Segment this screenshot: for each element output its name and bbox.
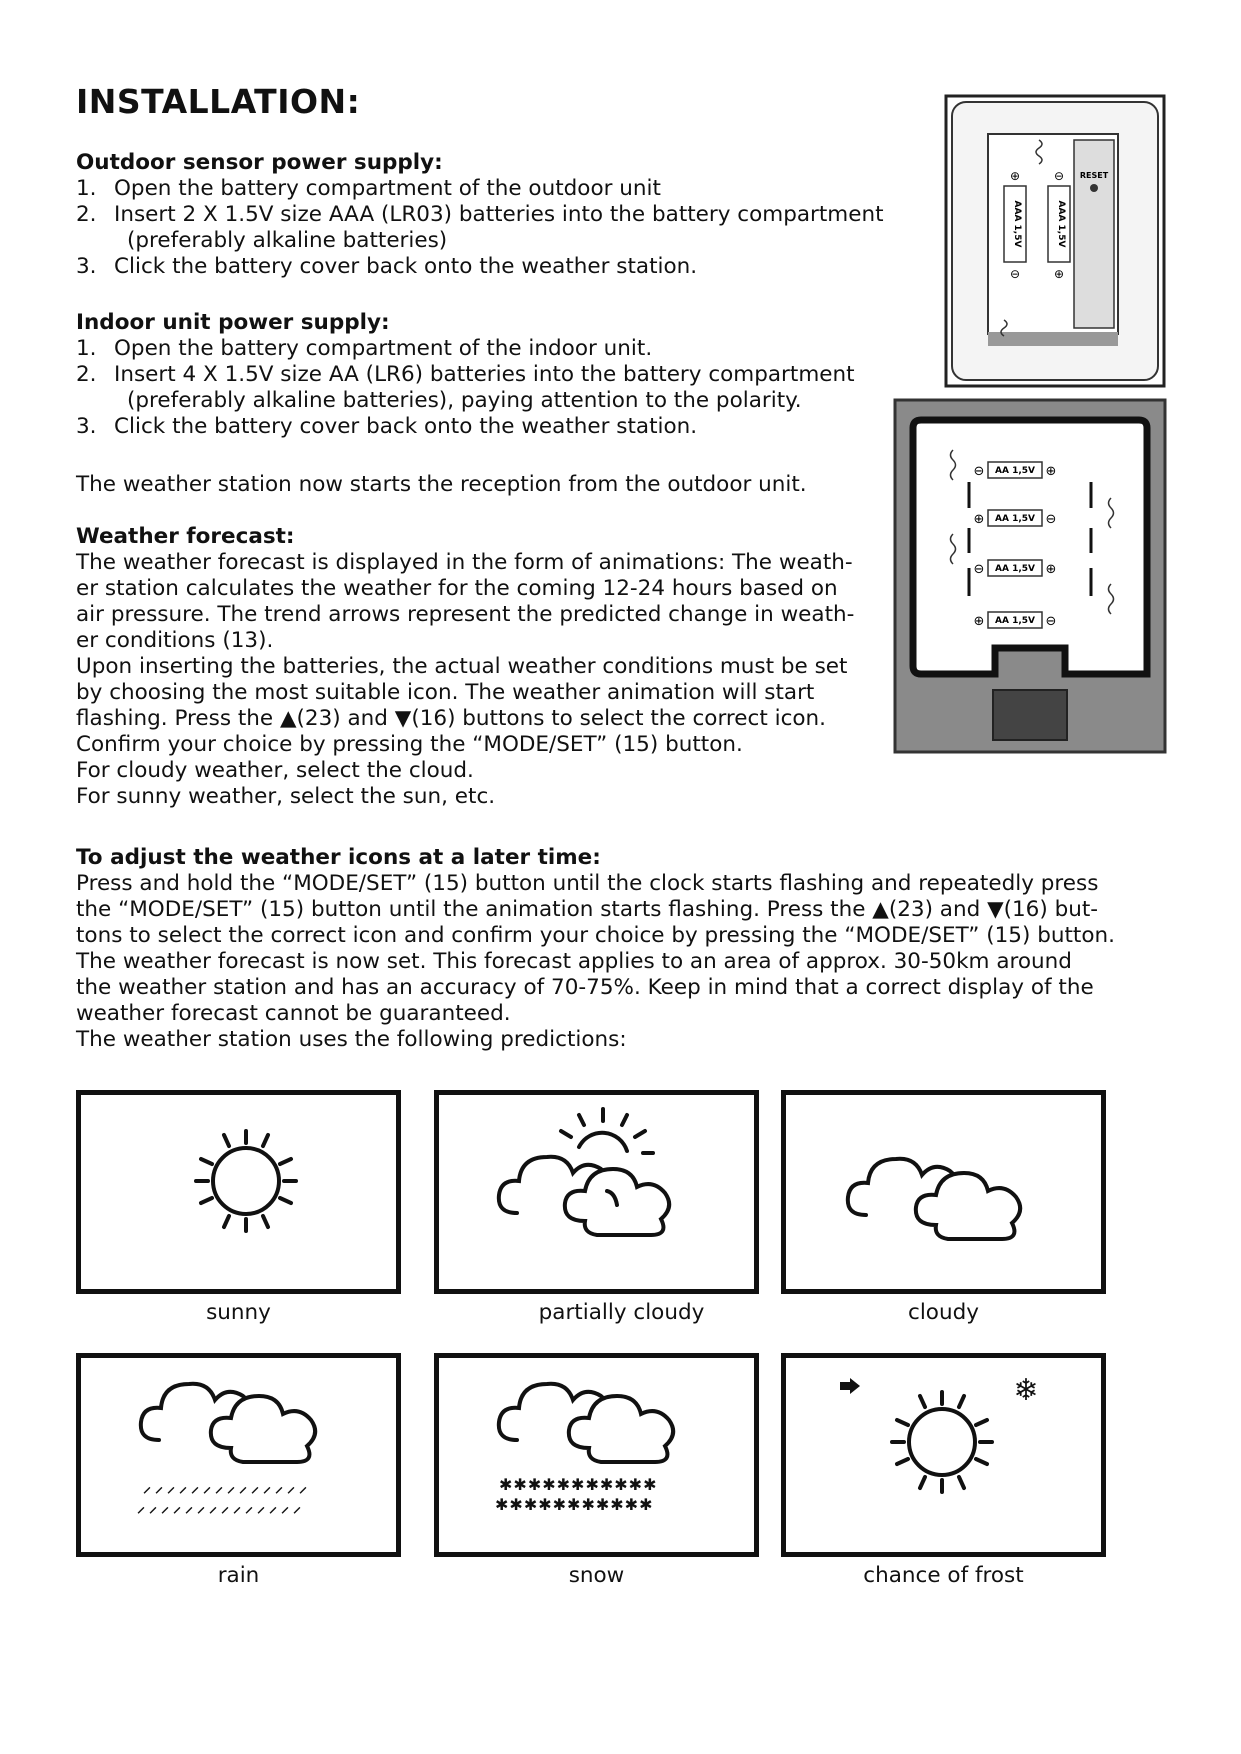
svg-text:✱✱✱✱✱✱✱✱✱✱✱: ✱✱✱✱✱✱✱✱✱✱✱ xyxy=(499,1475,658,1494)
outdoor-heading: Outdoor sensor power supply: xyxy=(76,150,443,175)
outdoor-battery-figure xyxy=(944,94,1166,390)
forecast-heading: Weather forecast: xyxy=(76,524,295,549)
snowflake-icon: ❄ xyxy=(1013,1373,1039,1408)
aaa-battery-label: AAA 1,5V xyxy=(1012,200,1022,248)
outdoor-step: 1. Open the battery compartment of the outdoor unit xyxy=(76,176,661,201)
weather-icon-box-chance-of-frost xyxy=(781,1353,1106,1557)
forecast-section xyxy=(76,524,896,810)
cloud-icon xyxy=(786,1095,1101,1289)
adjust-line: weather forecast cannot be guaranteed. xyxy=(76,1001,511,1026)
outdoor-step: 3. Click the battery cover back onto the weather station. xyxy=(76,254,698,279)
icon-caption: cloudy xyxy=(908,1300,979,1325)
forecast-line: For cloudy weather, select the cloud. xyxy=(76,758,474,783)
indoor-step: 2. Insert 4 X 1.5V size AA (LR6) batteries into the battery compartment xyxy=(76,362,855,387)
aa-battery-label: AA 1,5V xyxy=(995,466,1035,476)
indoor-heading: Indoor unit power supply: xyxy=(76,310,390,335)
trend-arrow-icon xyxy=(840,1378,860,1394)
weather-icon-box-snow xyxy=(434,1353,759,1557)
reset-button xyxy=(1090,184,1098,192)
icon-caption: snow xyxy=(568,1563,625,1588)
page-title: INSTALLATION: xyxy=(76,82,361,121)
plus-icon: ⊕ xyxy=(973,512,985,527)
partly-cloudy-icon xyxy=(439,1095,754,1289)
indoor-section xyxy=(76,310,855,440)
plus-icon: ⊕ xyxy=(1009,169,1021,183)
minus-icon: ⊖ xyxy=(1053,169,1065,183)
aaa-battery-label: AAA 1,5V xyxy=(1056,200,1066,248)
svg-text:⸝⸝⸝⸝⸝⸝⸝⸝⸝⸝⸝⸝⸝⸝: ⸝⸝⸝⸝⸝⸝⸝⸝⸝⸝⸝⸝⸝⸝ xyxy=(143,1477,312,1496)
adjust-line: The weather forecast is now set. This forecast applies to an area of approx. 30-50km around xyxy=(76,949,1072,974)
minus-icon: ⊖ xyxy=(973,562,985,577)
adjust-line: tons to select the correct icon and confirm your choice by pressing the “MODE/SET” (15) button. xyxy=(76,923,1115,948)
plus-icon: ⊕ xyxy=(973,614,985,629)
icon-caption: partially cloudy xyxy=(538,1300,705,1325)
forecast-line: by choosing the most suitable icon. The weather animation will start xyxy=(76,680,815,705)
sun-icon xyxy=(81,1095,396,1289)
sun-icon xyxy=(892,1392,992,1492)
weather-icon-box-sunny xyxy=(76,1090,401,1294)
minus-icon: ⊖ xyxy=(1045,614,1057,629)
forecast-line: For sunny weather, select the sun, etc. xyxy=(76,784,496,809)
adjust-line: the weather station and has an accuracy of 70-75%. Keep in mind that a correct display of the xyxy=(76,975,1094,1000)
adjust-heading: To adjust the weather icons at a later time: xyxy=(76,845,601,870)
plus-icon: ⊕ xyxy=(1045,464,1057,479)
outdoor-section xyxy=(76,150,884,280)
forecast-line: flashing. Press the ▲(23) and ▼(16) buttons to select the correct icon. xyxy=(76,706,827,731)
plus-icon: ⊕ xyxy=(1053,267,1065,281)
forecast-line: er station calculates the weather for the coming 12-24 hours based on xyxy=(76,576,838,601)
rain-icon xyxy=(81,1358,396,1552)
minus-icon: ⊖ xyxy=(1009,267,1021,281)
adjust-section xyxy=(76,845,1181,1053)
indoor-step: 3. Click the battery cover back onto the weather station. xyxy=(76,414,698,439)
weather-icon-box-rain xyxy=(76,1353,401,1557)
icon-caption: sunny xyxy=(206,1300,271,1325)
minus-icon: ⊖ xyxy=(1045,512,1057,527)
aa-battery-label: AA 1,5V xyxy=(995,564,1035,574)
adjust-line: The weather station uses the following predictions: xyxy=(76,1027,627,1052)
snow-icon xyxy=(439,1358,754,1552)
indoor-step: 1. Open the battery compartment of the indoor unit. xyxy=(76,336,653,361)
aa-battery-label: AA 1,5V xyxy=(995,514,1035,524)
outdoor-step: 2. Insert 2 X 1.5V size AAA (LR03) batteries into the battery compartment xyxy=(76,202,884,227)
forecast-line: Upon inserting the batteries, the actual weather conditions must be set xyxy=(76,654,848,679)
adjust-line: the “MODE/SET” (15) button until the animation starts flashing. Press the ▲(23) and ▼(16) but- xyxy=(76,897,1099,922)
weather-icon-box-cloudy xyxy=(781,1090,1106,1294)
icon-caption: chance of frost xyxy=(863,1563,1024,1588)
forecast-line: er conditions (13). xyxy=(76,628,274,653)
indoor-step-continuation: (preferably alkaline batteries), paying attention to the polarity. xyxy=(127,388,802,413)
outdoor-step-continuation: (preferably alkaline batteries) xyxy=(127,228,448,253)
indoor-battery-figure xyxy=(893,398,1167,758)
forecast-line: The weather forecast is displayed in the form of animations: The weath- xyxy=(76,550,853,575)
icon-caption: rain xyxy=(217,1563,260,1588)
weather-icon-box-partially-cloudy xyxy=(434,1090,759,1294)
frost-icon xyxy=(786,1358,1101,1552)
svg-text:✱✱✱✱✱✱✱✱✱✱✱: ✱✱✱✱✱✱✱✱✱✱✱ xyxy=(495,1495,654,1514)
plus-icon: ⊕ xyxy=(1045,562,1057,577)
svg-text:⸝⸝⸝⸝⸝⸝⸝⸝⸝⸝⸝⸝⸝⸝: ⸝⸝⸝⸝⸝⸝⸝⸝⸝⸝⸝⸝⸝⸝ xyxy=(137,1497,306,1516)
reset-label: RESET xyxy=(1079,171,1109,180)
forecast-line: Confirm your choice by pressing the “MODE/SET” (15) button. xyxy=(76,732,743,757)
aa-battery-label: AA 1,5V xyxy=(995,616,1035,626)
forecast-line: air pressure. The trend arrows represent the predicted change in weath- xyxy=(76,602,855,627)
adjust-line: Press and hold the “MODE/SET” (15) button until the clock starts flashing and repeatedly press xyxy=(76,871,1099,896)
minus-icon: ⊖ xyxy=(973,464,985,479)
reception-note: The weather station now starts the reception from the outdoor unit. xyxy=(76,472,807,497)
